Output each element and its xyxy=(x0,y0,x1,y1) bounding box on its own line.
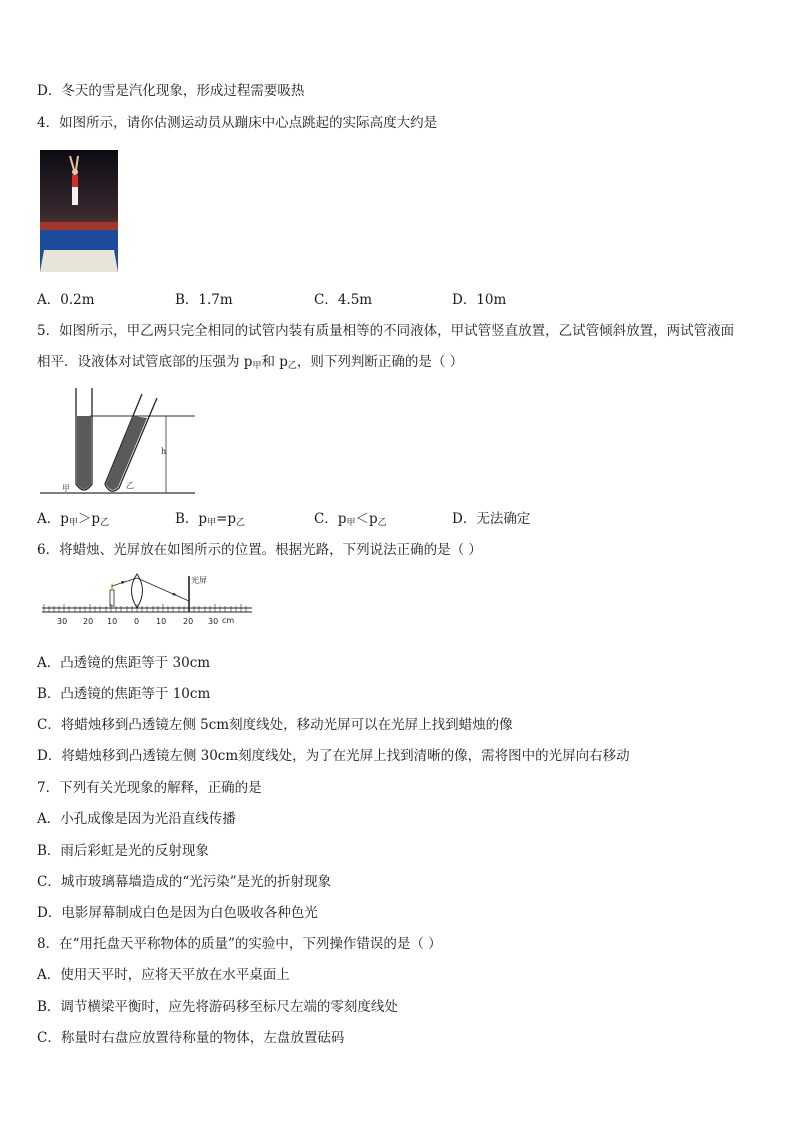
q6-option-a: A．凸透镜的焦距等于 30cm xyxy=(37,655,211,671)
label-jia: 甲 xyxy=(62,484,70,493)
q5-option-b: B．$p_甲=p_乙$ xyxy=(175,511,246,528)
trampoline-photo xyxy=(40,150,118,272)
q4-option-b: B．1.7m xyxy=(175,292,233,308)
label-yi: 乙 xyxy=(126,481,134,490)
unit-label: cm xyxy=(222,616,235,625)
question-8-stem: 8．在“用托盘天平称物体的质量”的实验中，下列操作错误的是（ ） xyxy=(37,936,442,952)
tick-label: 30 xyxy=(57,617,68,626)
tick-label: 10 xyxy=(156,617,167,626)
q7-option-d: D．电影屏幕制成白色是因为白色吸收各种色光 xyxy=(37,905,318,921)
q8-option-a: A．使用天平时，应将天平放在水平桌面上 xyxy=(37,967,290,983)
tick-label: 20 xyxy=(83,617,94,626)
question-3-option-d: D．冬天的雪是汽化现象，形成过程需要吸热 xyxy=(37,83,305,99)
label-h: h xyxy=(161,447,167,456)
question-7-stem: 7．下列有关光现象的解释，正确的是 xyxy=(37,780,262,796)
question-5-stem-line2: 相平．设液体对试管底部的压强为 $p_甲$和 $p_乙$，则下列判断正确的是（ ） xyxy=(37,354,464,371)
q7-option-c: C．城市玻璃幕墙造成的“光污染”是光的折射现象 xyxy=(37,874,332,890)
tick-label: 30 xyxy=(208,617,219,626)
q4-option-d: D．10m xyxy=(452,292,507,308)
question-6-stem: 6．将蜡烛、光屏放在如图所示的位置。根据光路，下列说法正确的是（ ） xyxy=(37,542,482,558)
q7-option-a: A．小孔成像是因为光沿直线传播 xyxy=(37,811,236,827)
question-5-stem-line1: 5．如图所示，甲乙两只完全相同的试管内装有质量相等的不同液体，甲试管竖直放置，乙试管倾斜放置，两试管液面 xyxy=(37,323,735,339)
q6-option-b: B．凸透镜的焦距等于 10cm xyxy=(37,686,211,702)
q5-option-c: C．$p_甲<p_乙$ xyxy=(314,511,387,528)
q4-option-c: C．4.5m xyxy=(314,292,373,308)
test-tubes-figure xyxy=(40,388,200,496)
q5-option-a: A．$p_甲>p_乙$ xyxy=(37,511,110,528)
question-4-stem: 4．如图所示，请你估测运动员从蹦床中心点跳起的实际高度大约是 xyxy=(37,115,438,131)
q8-option-b: B．调节横梁平衡时，应先将游码移至标尺左端的零刻度线处 xyxy=(37,999,398,1015)
q6-option-c: C．将蜡烛移到凸透镜左侧 5cm刻度线处，移动光屏可以在光屏上找到蜡烛的像 xyxy=(37,717,513,733)
q4-option-a: A．0.2m xyxy=(37,292,95,308)
tick-label: 10 xyxy=(107,617,118,626)
q5-option-d: D．无法确定 xyxy=(452,511,531,527)
optical-bench-figure xyxy=(40,568,256,630)
tick-label: 0 xyxy=(134,617,140,626)
screen-label: 光屏 xyxy=(191,576,207,585)
q7-option-b: B．雨后彩虹是光的反射现象 xyxy=(37,843,209,859)
q6-option-d: D．将蜡烛移到凸透镜左侧 30cm刻度线处，为了在光屏上找到清晰的像，需将图中的光屏向右移动 xyxy=(37,748,630,764)
q8-option-c: C．称量时右盘应放置待称量的物体，左盘放置砝码 xyxy=(37,1030,345,1046)
tick-label: 20 xyxy=(183,617,194,626)
